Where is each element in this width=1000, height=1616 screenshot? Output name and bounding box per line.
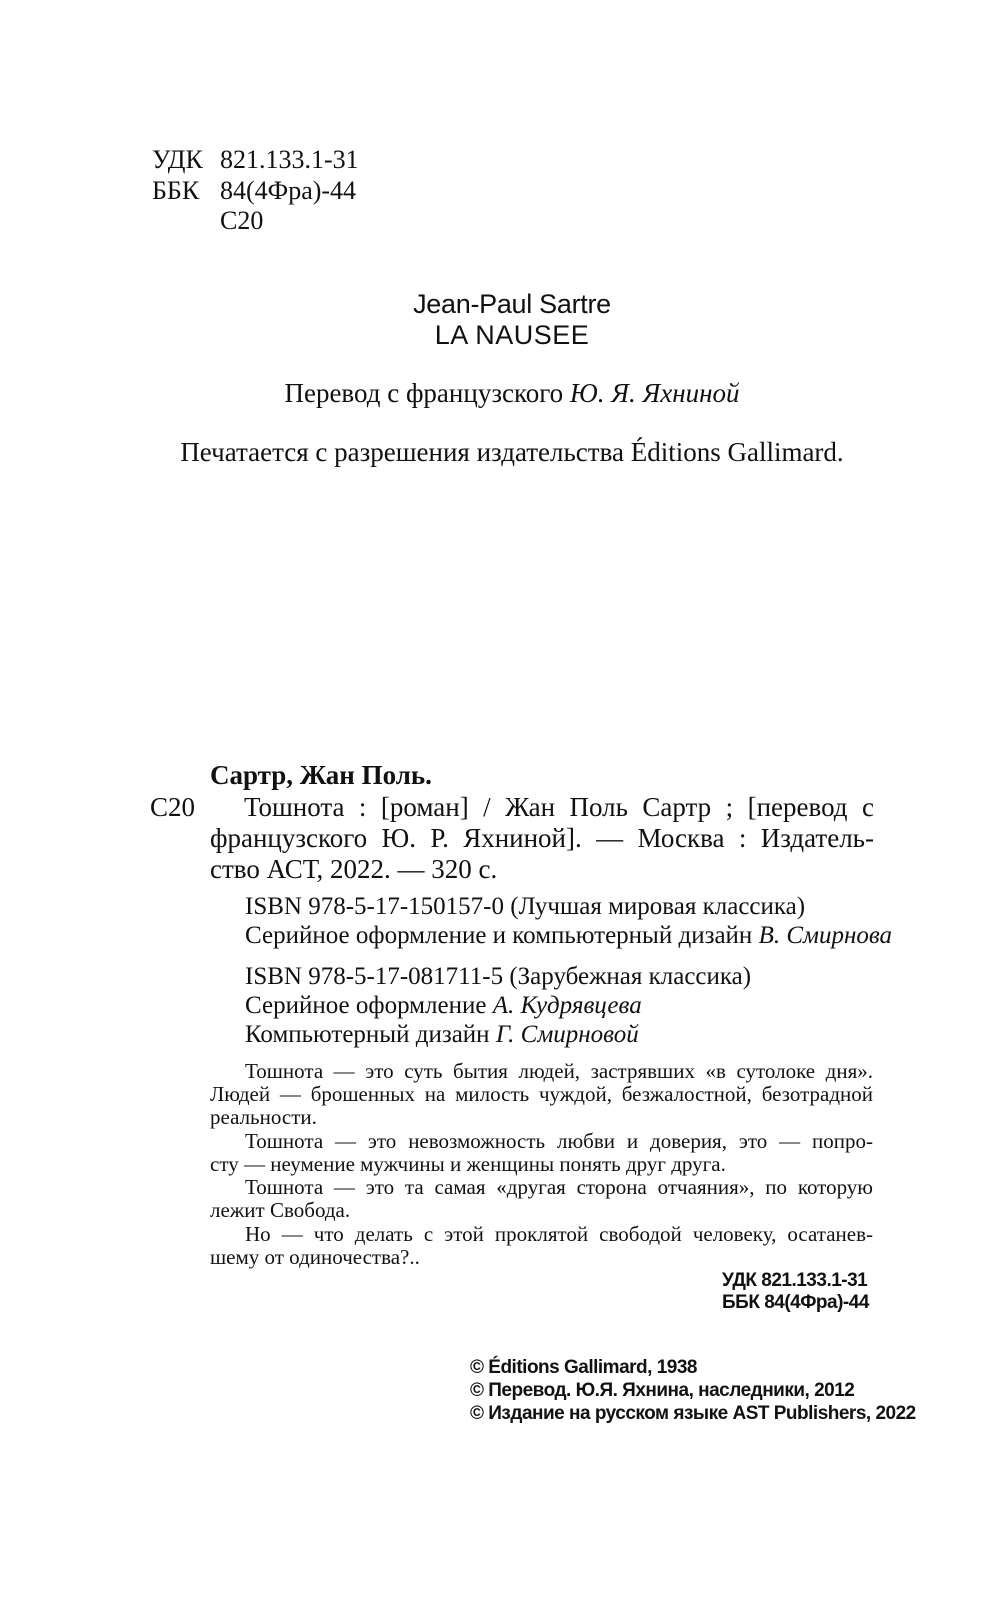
card-line-2: французского Ю. Р. Яхниной]. — Москва : Издатель- [210,823,874,853]
bbk-label: ББК [152,176,200,205]
copyright-line-2: © Перевод. Ю.Я. Яхнина, наследники, 2012 [470,1380,855,1401]
card-author-heading: Сартр, Жан Поль. [210,760,432,790]
design-3 [245,1020,639,1049]
annotation-line-1: Тошнота — это суть бытия людей, застрявших «в сутолоке дня». [245,1059,873,1083]
annotation-line-2: Людей — брошенных на милость чуждой, безжалостной, безотрадной [210,1082,873,1106]
copyright-line-3: © Издание на русском языке AST Publishers, 2022 [470,1403,916,1424]
card-line-1: Тошнота : [роман] / Жан Поль Сартр ; [перевод с [244,792,874,822]
udk-bottom: УДК 821.133.1-31 [722,1270,868,1291]
design-1-name: В. Смирнова [758,922,893,949]
design-3-name: Г. Смирновой [495,1021,639,1048]
author-original: Jean-Paul Sartre [413,289,611,319]
design-3-prefix: Компьютерный дизайн [245,1021,490,1048]
design-2 [245,991,642,1020]
bbk-value: 84(4Фра)-44 [220,176,357,205]
annotation-line-8: Но — что делать с этой проклятой свободой человеку, осатанев- [245,1222,873,1246]
udk-line [152,145,359,175]
annotation-line-7: лежит Свобода. [210,1198,351,1222]
annotation-line-5: сту — неумение мужчины и женщины понять друг друга. [210,1152,726,1176]
isbn-2: ISBN 978-5-17-081711-5 (Зарубежная классика) [245,963,752,990]
design-1 [245,921,892,950]
annotation-line-4: Тошнота — это невозможность любви и доверия, это — попро- [245,1129,873,1153]
copyright-line-1: © Éditions Gallimard, 1938 [470,1357,697,1378]
udk-value: 821.133.1-31 [220,145,359,174]
design-2-prefix: Серийное оформление [245,992,487,1019]
author-mark-top: С20 [220,206,264,235]
card-author-mark: С20 [150,792,196,822]
card-line-3: ство АСТ, 2022. — 320 с. [210,854,498,884]
annotation-line-9: шему от одиночества?.. [210,1245,420,1269]
annotation-line-3: реальности. [210,1105,317,1129]
annotation-line-6: Тошнота — это та самая «другая сторона отчаяния», по которую [245,1175,873,1199]
design-1-prefix: Серийное оформление и компьютерный дизайн [245,922,753,949]
design-2-name: А. Кудрявцева [492,992,642,1019]
bbk-bottom: ББК 84(4Фра)-44 [722,1292,869,1313]
permission-line: Печатается с разрешения издательства Éditions Gallimard. [180,437,844,467]
translation-prefix: Перевод с французского [284,378,564,408]
bbk-line [152,176,356,206]
isbn-1: ISBN 978-5-17-150157-0 (Лучшая мировая классика) [245,893,806,920]
translator-name: Ю. Я. Яхниной [569,378,740,408]
udk-label: УДК [152,145,203,174]
title-original: LA NAUSEE [434,320,590,350]
translation-line [12,378,1000,409]
